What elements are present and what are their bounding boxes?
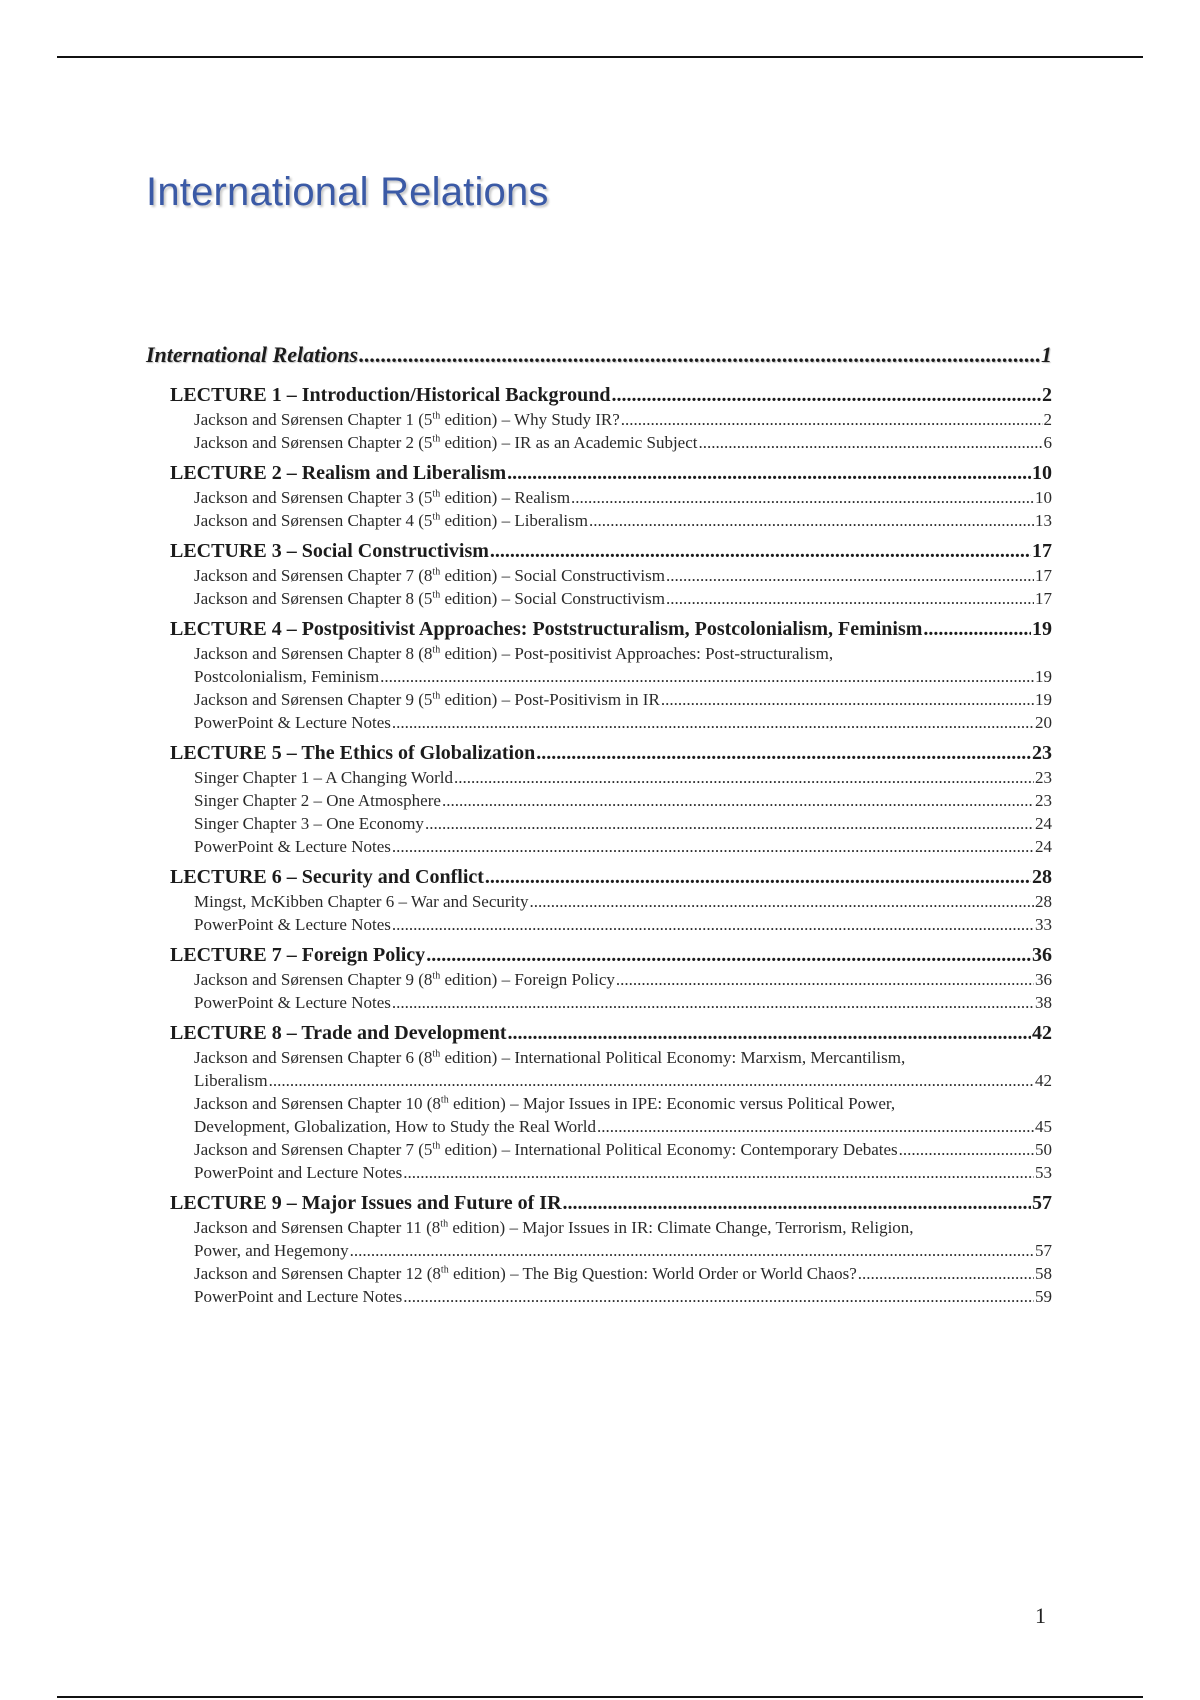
toc-lecture-heading[interactable] bbox=[170, 618, 1052, 644]
entry-text: Jackson and Sørensen Chapter 2 (5 bbox=[194, 433, 433, 452]
entry-page: 33 bbox=[1035, 915, 1052, 934]
entry-label bbox=[194, 814, 424, 834]
entry-label bbox=[194, 993, 391, 1013]
entry-text: PowerPoint & Lecture Notes bbox=[194, 993, 391, 1012]
entry-text: Jackson and Sørensen Chapter 7 (5 bbox=[194, 1140, 433, 1159]
toc-entry[interactable] bbox=[194, 1264, 1052, 1287]
toc-entry[interactable] bbox=[194, 791, 1052, 814]
dot-leader bbox=[403, 1287, 1034, 1307]
entry-text: Jackson and Sørensen Chapter 12 (8 bbox=[194, 1264, 441, 1283]
entry-text: Jackson and Sørensen Chapter 4 (5 bbox=[194, 511, 433, 530]
entry-page: 50 bbox=[1035, 1140, 1052, 1159]
dot-leader bbox=[661, 690, 1034, 710]
entry-label bbox=[194, 837, 391, 857]
toc-lecture-3 bbox=[146, 540, 1052, 612]
entry-continuation-text: Power, and Hegemony bbox=[194, 1241, 349, 1260]
toc-lecture-heading[interactable] bbox=[170, 1192, 1052, 1218]
entry-text: Jackson and Sørensen Chapter 8 (5 bbox=[194, 589, 433, 608]
entry-text: PowerPoint and Lecture Notes bbox=[194, 1163, 403, 1182]
entry-page: 6 bbox=[1043, 433, 1052, 452]
entry-continuation-text: Development, Globalization, How to Study the Real World bbox=[194, 1117, 596, 1136]
dot-leader bbox=[426, 944, 1031, 967]
dot-leader bbox=[490, 540, 1031, 563]
header-rule bbox=[57, 56, 1143, 58]
entry-text-rest: edition) – Social Constructivism bbox=[440, 589, 665, 608]
entry-label bbox=[194, 410, 620, 430]
entry-text: Jackson and Sørensen Chapter 3 (5 bbox=[194, 488, 433, 507]
entry-page: 23 bbox=[1035, 768, 1052, 787]
lecture-page: 28 bbox=[1032, 866, 1052, 888]
toc-lecture-heading[interactable] bbox=[170, 866, 1052, 892]
entry-page: 24 bbox=[1035, 814, 1052, 833]
entry-text-rest: edition) – Foreign Policy bbox=[440, 970, 615, 989]
dot-leader bbox=[485, 866, 1031, 889]
entry-text-rest: edition) – Social Constructivism bbox=[440, 566, 665, 585]
dot-leader bbox=[392, 713, 1034, 733]
lecture-title: LECTURE 2 – Realism and Liberalism bbox=[170, 462, 507, 484]
entry-page: 28 bbox=[1035, 892, 1052, 911]
entry-superscript: th bbox=[432, 410, 441, 422]
dot-leader bbox=[923, 618, 1031, 641]
entry-text-rest: edition) – Why Study IR? bbox=[440, 410, 620, 429]
entry-page: 57 bbox=[1035, 1241, 1052, 1260]
toc-lecture-6 bbox=[146, 866, 1052, 938]
entry-label bbox=[194, 791, 441, 811]
entry-text-rest: edition) – IR as an Academic Subject bbox=[440, 433, 698, 452]
entry-superscript: th bbox=[432, 970, 441, 982]
document-title: International Relations bbox=[146, 170, 549, 214]
dot-leader bbox=[621, 410, 1043, 430]
toc-entry[interactable] bbox=[194, 644, 1052, 667]
entry-label bbox=[194, 1163, 402, 1183]
entry-page: 23 bbox=[1035, 791, 1052, 810]
lecture-title: LECTURE 4 – Postpositivist Approaches: Poststructuralism, Postcolonialism, Feminism bbox=[170, 618, 923, 640]
dot-leader bbox=[666, 589, 1034, 609]
entry-superscript: th bbox=[432, 511, 441, 523]
dot-leader bbox=[529, 892, 1034, 912]
entry-label bbox=[194, 1287, 402, 1307]
entry-text: PowerPoint and Lecture Notes bbox=[194, 1287, 403, 1306]
toc-lecture-8 bbox=[146, 1022, 1052, 1186]
dot-leader bbox=[403, 1163, 1034, 1183]
toc-entry[interactable] bbox=[194, 970, 1052, 993]
entry-superscript: th bbox=[432, 1140, 441, 1152]
lecture-page: 2 bbox=[1042, 384, 1052, 406]
entry-page: 45 bbox=[1035, 1117, 1052, 1136]
dot-leader bbox=[508, 1022, 1031, 1045]
dot-leader bbox=[392, 993, 1034, 1013]
entry-page: 2 bbox=[1043, 410, 1052, 429]
entry-text-rest: edition) – Post-Positivism in IR bbox=[440, 690, 660, 709]
dot-leader bbox=[536, 742, 1031, 765]
toc-lecture-7 bbox=[146, 944, 1052, 1016]
dot-leader bbox=[350, 1241, 1034, 1261]
dot-leader bbox=[380, 667, 1034, 687]
lecture-page: 36 bbox=[1032, 944, 1052, 966]
toc-root-label: International Relations bbox=[146, 342, 359, 367]
dot-leader bbox=[269, 1071, 1034, 1091]
lecture-title: LECTURE 6 – Security and Conflict bbox=[170, 866, 484, 888]
entry-label bbox=[194, 970, 615, 990]
dot-leader bbox=[611, 384, 1041, 407]
dot-leader bbox=[597, 1117, 1034, 1137]
entry-page: 38 bbox=[1035, 993, 1052, 1012]
entry-page: 58 bbox=[1035, 1264, 1052, 1283]
entry-superscript: th bbox=[432, 690, 441, 702]
dot-leader bbox=[563, 1192, 1031, 1215]
toc-lecture-heading[interactable] bbox=[170, 462, 1052, 488]
entry-label bbox=[194, 511, 588, 531]
entry-label bbox=[194, 892, 528, 912]
toc-entry[interactable] bbox=[194, 511, 1052, 534]
toc-lecture-heading[interactable] bbox=[170, 1022, 1052, 1048]
toc-entry[interactable] bbox=[194, 837, 1052, 860]
table-of-contents bbox=[146, 342, 1052, 1310]
entry-text: Jackson and Sørensen Chapter 6 (8 bbox=[194, 1048, 433, 1067]
entry-page: 19 bbox=[1035, 690, 1052, 709]
dot-leader bbox=[899, 1140, 1034, 1160]
entry-label bbox=[194, 768, 453, 788]
toc-entry[interactable] bbox=[194, 433, 1052, 456]
toc-entry-continuation[interactable] bbox=[194, 1071, 1052, 1094]
entry-text-rest: edition) – Post-positivist Approaches: Post-structuralism, bbox=[440, 644, 834, 663]
entry-superscript: th bbox=[432, 1048, 441, 1060]
dot-leader bbox=[425, 814, 1034, 834]
entry-label bbox=[194, 433, 698, 453]
entry-text: Singer Chapter 1 – A Changing World bbox=[194, 768, 453, 787]
entry-label bbox=[194, 589, 665, 609]
lecture-page: 19 bbox=[1032, 618, 1052, 640]
entry-superscript: th bbox=[432, 566, 441, 578]
toc-entry[interactable] bbox=[194, 915, 1052, 938]
toc-entry[interactable] bbox=[194, 488, 1052, 511]
entry-superscript: th bbox=[432, 644, 441, 656]
lecture-title: LECTURE 1 – Introduction/Historical Background bbox=[170, 384, 611, 406]
entry-superscript: th bbox=[440, 1264, 449, 1276]
entry-text-rest: edition) – Realism bbox=[440, 488, 571, 507]
entry-text: Jackson and Sørensen Chapter 10 (8 bbox=[194, 1094, 441, 1113]
entry-superscript: th bbox=[432, 433, 441, 445]
toc-entry-continuation[interactable] bbox=[194, 667, 1052, 690]
lecture-title: LECTURE 5 – The Ethics of Globalization bbox=[170, 742, 536, 764]
entry-continuation-text: Liberalism bbox=[194, 1071, 268, 1090]
dot-leader bbox=[616, 970, 1034, 990]
toc-entry[interactable] bbox=[194, 1048, 1052, 1071]
lecture-page: 10 bbox=[1032, 462, 1052, 484]
toc-root-entry[interactable] bbox=[146, 342, 1052, 378]
toc-entry[interactable] bbox=[194, 768, 1052, 791]
entry-text: Singer Chapter 2 – One Atmosphere bbox=[194, 791, 441, 810]
dot-leader bbox=[454, 768, 1034, 788]
entry-label bbox=[194, 488, 570, 508]
toc-lectures bbox=[146, 384, 1052, 1310]
dot-leader bbox=[571, 488, 1034, 508]
toc-entry[interactable] bbox=[194, 713, 1052, 736]
toc-lecture-9 bbox=[146, 1192, 1052, 1310]
toc-entry[interactable] bbox=[194, 690, 1052, 713]
entry-text: Jackson and Sørensen Chapter 9 (8 bbox=[194, 970, 433, 989]
entry-page: 36 bbox=[1035, 970, 1052, 989]
entry-text: PowerPoint & Lecture Notes bbox=[194, 837, 391, 856]
dot-leader bbox=[392, 915, 1034, 935]
toc-lecture-heading[interactable] bbox=[170, 944, 1052, 970]
entry-label bbox=[194, 1264, 857, 1284]
entry-text: Mingst, McKibben Chapter 6 – War and Security bbox=[194, 892, 529, 911]
entry-text: PowerPoint & Lecture Notes bbox=[194, 915, 391, 934]
toc-lecture-2 bbox=[146, 462, 1052, 534]
dot-leader bbox=[392, 837, 1034, 857]
entry-page: 13 bbox=[1035, 511, 1052, 530]
toc-entry[interactable] bbox=[194, 1094, 1052, 1117]
entry-page: 17 bbox=[1035, 566, 1052, 585]
entry-superscript: th bbox=[440, 1094, 449, 1106]
toc-root-page: 1 bbox=[1041, 342, 1052, 367]
lecture-title: LECTURE 8 – Trade and Development bbox=[170, 1022, 507, 1044]
toc-entry-continuation[interactable] bbox=[194, 1117, 1052, 1140]
entry-label bbox=[194, 690, 660, 710]
toc-lecture-4 bbox=[146, 618, 1052, 736]
toc-lecture-heading[interactable] bbox=[170, 742, 1052, 768]
entry-text: Jackson and Sørensen Chapter 8 (8 bbox=[194, 644, 433, 663]
entry-text-rest: edition) – International Political Economy: Marxism, Mercantilism, bbox=[440, 1048, 906, 1067]
entry-text: Jackson and Sørensen Chapter 1 (5 bbox=[194, 410, 433, 429]
entry-page: 24 bbox=[1035, 837, 1052, 856]
entry-label bbox=[194, 713, 391, 733]
page-number: 1 bbox=[1035, 1603, 1046, 1628]
entry-page: 59 bbox=[1035, 1287, 1052, 1306]
toc-entry[interactable] bbox=[194, 589, 1052, 612]
toc-entry[interactable] bbox=[194, 566, 1052, 589]
dot-leader bbox=[359, 342, 1040, 368]
entry-text-rest: edition) – Major Issues in IPE: Economic versus Political Power, bbox=[448, 1094, 896, 1113]
entry-text: PowerPoint & Lecture Notes bbox=[194, 713, 391, 732]
entry-text-rest: edition) – Liberalism bbox=[440, 511, 588, 530]
entry-superscript: th bbox=[432, 589, 441, 601]
lecture-page: 42 bbox=[1032, 1022, 1052, 1044]
entry-continuation-text: Postcolonialism, Feminism bbox=[194, 667, 380, 686]
entry-page: 17 bbox=[1035, 589, 1052, 608]
toc-lecture-5 bbox=[146, 742, 1052, 860]
entry-text: Jackson and Sørensen Chapter 11 (8 bbox=[194, 1218, 441, 1237]
toc-entry[interactable] bbox=[194, 892, 1052, 915]
lecture-page: 23 bbox=[1032, 742, 1052, 764]
entry-text-rest: edition) – The Big Question: World Order or World Chaos? bbox=[448, 1264, 857, 1283]
entry-text: Jackson and Sørensen Chapter 9 (5 bbox=[194, 690, 433, 709]
entry-text-rest: edition) – International Political Economy: Contemporary Debates bbox=[440, 1140, 898, 1159]
entry-label bbox=[194, 566, 665, 586]
toc-entry[interactable] bbox=[194, 1163, 1052, 1186]
dot-leader bbox=[442, 791, 1034, 811]
dot-leader bbox=[858, 1264, 1034, 1284]
toc-entry[interactable] bbox=[194, 1140, 1052, 1163]
toc-entry-continuation[interactable] bbox=[194, 1241, 1052, 1264]
toc-entry[interactable] bbox=[194, 410, 1052, 433]
entry-text: Jackson and Sørensen Chapter 7 (8 bbox=[194, 566, 433, 585]
lecture-page: 57 bbox=[1032, 1192, 1052, 1214]
toc-entry[interactable] bbox=[194, 1287, 1052, 1310]
dot-leader bbox=[589, 511, 1034, 531]
footer-rule bbox=[57, 1696, 1143, 1698]
lecture-title: LECTURE 7 – Foreign Policy bbox=[170, 944, 426, 966]
entry-page: 19 bbox=[1035, 667, 1052, 686]
toc-entry[interactable] bbox=[194, 993, 1052, 1016]
entry-label bbox=[194, 915, 391, 935]
entry-text: Singer Chapter 3 – One Economy bbox=[194, 814, 424, 833]
toc-entry[interactable] bbox=[194, 814, 1052, 837]
entry-text-rest: edition) – Major Issues in IR: Climate Change, Terrorism, Religion, bbox=[448, 1218, 914, 1237]
entry-page: 42 bbox=[1035, 1071, 1052, 1090]
entry-page: 53 bbox=[1035, 1163, 1052, 1182]
dot-leader bbox=[666, 566, 1034, 586]
toc-lecture-1 bbox=[146, 384, 1052, 456]
toc-lecture-heading[interactable] bbox=[170, 384, 1052, 410]
entry-page: 10 bbox=[1035, 488, 1052, 507]
lecture-title: LECTURE 3 – Social Constructivism bbox=[170, 540, 489, 562]
dot-leader bbox=[507, 462, 1031, 485]
entry-superscript: th bbox=[432, 488, 441, 500]
toc-lecture-heading[interactable] bbox=[170, 540, 1052, 566]
lecture-title: LECTURE 9 – Major Issues and Future of IR bbox=[170, 1192, 562, 1214]
entry-page: 20 bbox=[1035, 713, 1052, 732]
dot-leader bbox=[699, 433, 1043, 453]
entry-superscript: th bbox=[440, 1218, 449, 1230]
lecture-page: 17 bbox=[1032, 540, 1052, 562]
toc-entry[interactable] bbox=[194, 1218, 1052, 1241]
entry-label bbox=[194, 1140, 898, 1160]
